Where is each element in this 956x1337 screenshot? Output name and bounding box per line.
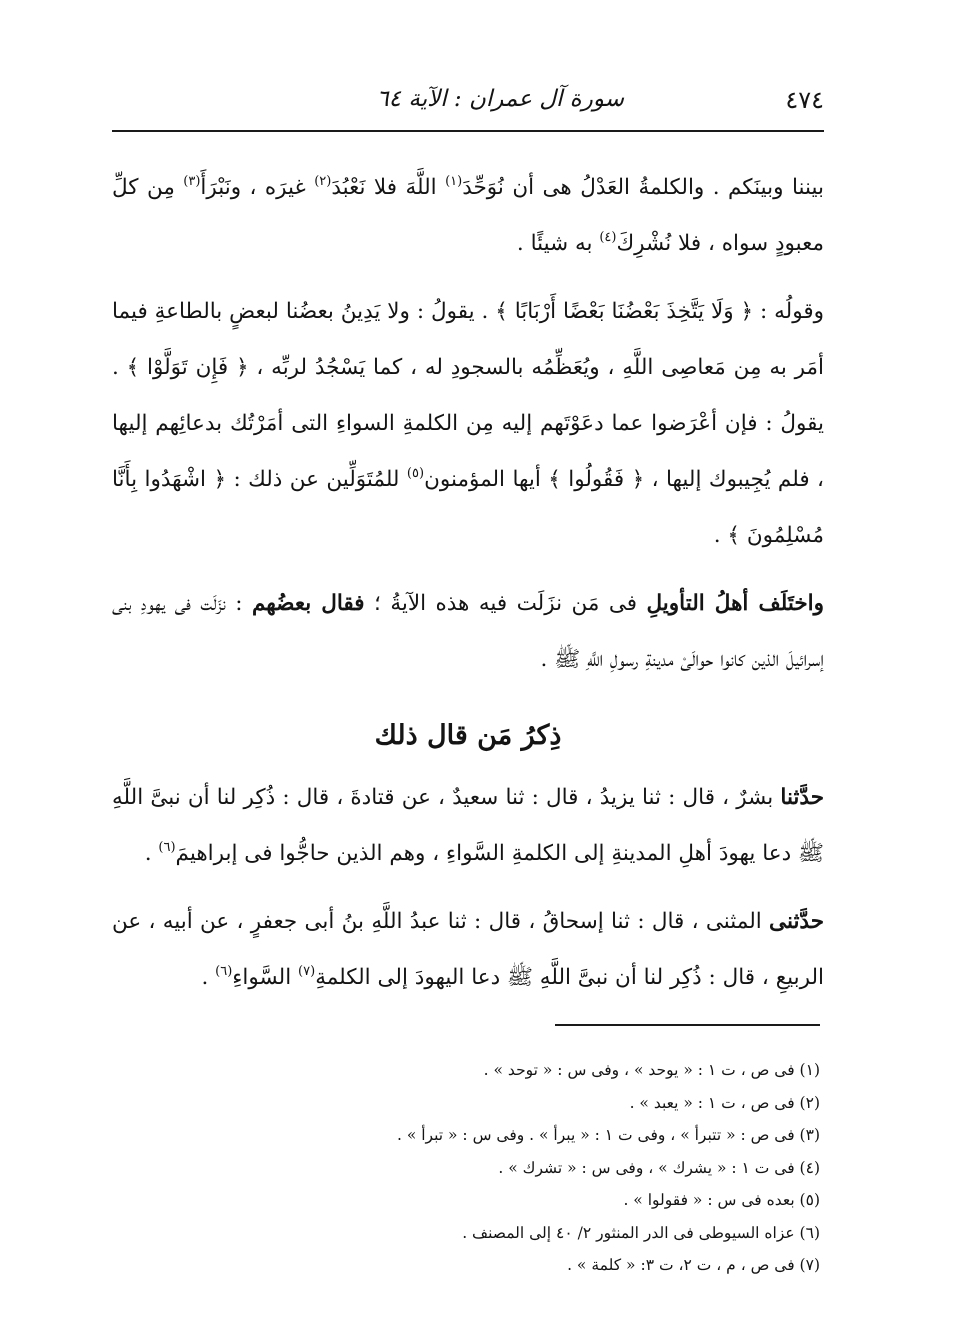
text-segment: وقولُه : ﴿ وَلَا يَتَّخِذَ بَعْضُنَا بَعْضًا أَرْبَابًا ﴾ . يقولُ : ولا يَدِينُ بعضُنا لبعضٍ بالطاعةِ فيما أمَر به مِن مَعاصِى اللَّهِ ، ويُعَظِّمُه بالسجودِ له ، كما يَسْجُدُ لربِّه ، ﴿ فَإِن تَوَلَّوْا ﴾ . يقولُ : فإن أعْرَضوا عما دعَوْتَهم إليه مِن الكلمةِ السواءِ التى أمَرْتُك بدعائِهم إليها ، فلم يُجِيبوك إليها ، ﴿ فَقُولُوا ﴾ أيها المؤمنون <box>112 299 824 492</box>
bold-lead: حدَّثنا <box>780 785 824 810</box>
footnote: (٧) فى ص ، م ، ت ٢، ت ٣: « كلمة » . <box>567 1256 820 1274</box>
footnote: (٥) بعده فى س : « فقولوا » . <box>623 1191 820 1209</box>
text-segment: المثنى ، قال : ثنا إسحاقُ ، قال : ثنا عبدُ اللَّهِ بنُ أبى جعفرٍ ، عن أبيه ، عن الربيعِ ، قال : ذُكِر لنا أن نبىَّ اللَّهِ ﷺ دعا اليهودَ إلى الكلمةِ <box>112 909 824 990</box>
text-segment: للمُتَوَلِّين عن ذلك : ﴿ اشْهَدُوا بِأَنَّا مُسْلِمُونَ ﴾ . <box>112 467 824 548</box>
text-segment: بيننا وبينَكم . والكلمةُ العَدْلُ هى أن نُوَحِّدَ <box>462 175 824 200</box>
text-segment: : نزَلَت فى يهودِ بنى إسرائيلَ الذين كانوا حوالَىْ مدينةِ رسولِ اللَّهِ ﷺ . <box>112 591 824 672</box>
text-segment: . <box>144 841 152 866</box>
bold-lead: حدَّثنى <box>769 909 824 934</box>
footnotes-rule <box>555 1024 820 1026</box>
footnote-marker: (٤) <box>599 230 617 245</box>
footnote-marker: (٧) <box>298 964 316 979</box>
running-title: سورة آل عمران : الآية ٦٤ <box>376 86 624 112</box>
text-segment: به شيئًا . <box>516 231 593 256</box>
text-segment: اللَّهَ فلا نَعْبُدَ <box>331 175 437 200</box>
section-heading: ذِكرُ مَن قال ذلك <box>374 720 562 751</box>
text-segment: السَّواءِ <box>232 965 292 990</box>
paragraph-3 <box>112 576 824 688</box>
narration-2 <box>112 894 824 1006</box>
footnote: (٣) فى ص : « تتبرأ » ، وفى ت ١ : « يبرأ » . وفى س : « تبرأ » . <box>396 1126 820 1144</box>
footnote-marker: (٦) <box>215 964 233 979</box>
footnote: (٢) فى ص ، ت ١ : « يعبد » . <box>629 1093 820 1112</box>
bold-lead: واختَلَف أهلُ التأويلِ <box>646 591 824 616</box>
header-rule <box>112 130 824 132</box>
paragraph-1 <box>112 160 824 272</box>
bold-phrase: فقال بعضُهم <box>251 591 365 616</box>
footnote: (٦) عزاه السيوطى فى الدر المنثور ٢/ ٤٠ إلى المصنف . <box>462 1223 820 1242</box>
footnote-marker: (٢) <box>314 174 332 189</box>
page-number: ٤٧٤ <box>785 86 824 114</box>
footnotes <box>260 1054 820 1282</box>
text-segment: بشرٌ ، قال : ثنا يزيدُ ، قال : ثنا سعيدٌ ، عن قتادةَ ، قال : ذُكِر لنا أن نبىَّ اللَّهِ ﷺ دعا يهودَ أهلِ المدينةِ إلى الكلمةِ السَّواءِ ، وهم الذين حاجُّوا فى إبراهيمَ <box>112 785 824 866</box>
footnote-marker: (٥) <box>406 466 425 481</box>
text-segment: فى مَن نزَلَت فيه هذه الآيةُ ؛ <box>374 591 638 616</box>
narration-1 <box>112 770 824 882</box>
text-segment: غيرَه ، ونَبْرَأَ <box>200 175 306 200</box>
footnote: (٤) فى ت ١ : « يشرك » ، وفى س : « تشرك » . <box>498 1158 820 1177</box>
footnote-marker: (٣) <box>183 174 201 189</box>
body-text <box>112 160 824 1006</box>
footnote-marker: (١) <box>445 174 463 189</box>
text-segment: مِن كلِّ معبودٍ سواه ، فلا نُشْرِكَ <box>112 175 824 256</box>
page-header <box>112 82 824 122</box>
text-segment: . <box>201 965 209 990</box>
paragraph-2 <box>112 284 824 564</box>
footnote-marker: (٦) <box>158 840 176 855</box>
footnote: (١) فى ص ، ت ١ : « يوحد » ، وفى س : « توحد » . <box>483 1061 820 1079</box>
